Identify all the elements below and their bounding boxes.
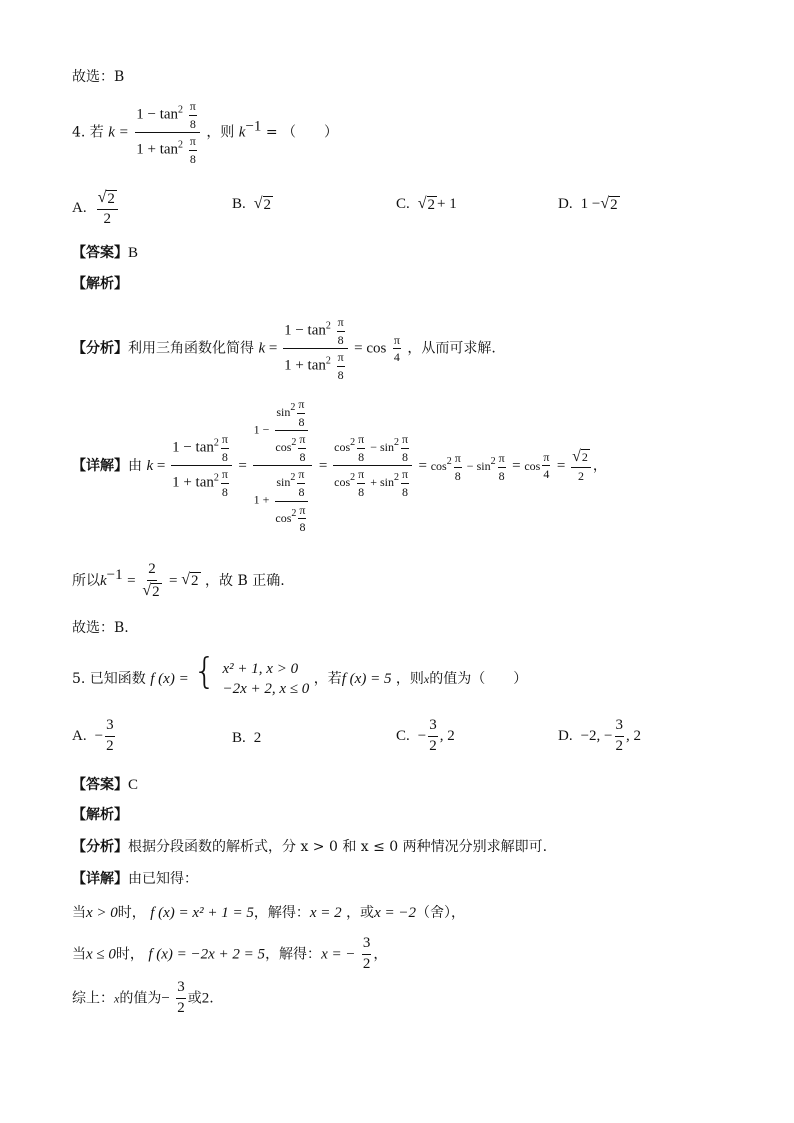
k-fraction: $1 - \tan^2$ $\frac{\pi}{8}$ $1 + \tan^2$ $\frac{\pi}{8}$ <box>135 100 200 165</box>
conclusion-4: 所以$k^{-1}$ = 2 √ 2 = √ 2 ，故 B 正确. <box>72 561 285 600</box>
detail-4: 【详解】由 k = $1 - \tan^2$ $\frac{\pi}{8}$ $1 + \tan^2$ $\frac{\pi}{8}$ = 1 − $\sin^2$ $\frac{\pi}{8}$ $\cos^2$ $\frac{\pi}{8}$ 1 + $\sin^2$ $\frac{\pi}{8}$ $\cos^2$ $\frac{\pi}{8}$ = $\cos^2$ $\frac{\pi}{8}$ − $\sin^2$ $\frac{\pi}{8}$ $\cos^2$ $\frac{\pi}{8}$ + $\sin^2$ $\frac{\pi}{8}$ = $\cos^2$ $\frac{\pi}{8}$ − $\sin^2$ $\frac{\pi}{8}$ = cos $\frac{\pi}{4}$ = √ 2 2 ， <box>72 397 607 535</box>
answer-4: 【答案】B <box>72 245 139 261</box>
question-4: 4. 若 k = $1 - \tan^2$ $\frac{\pi}{8}$ $1 + \tan^2$ $\frac{\pi}{8}$ ，则 $k^{-1}$ = （ ） <box>72 99 339 166</box>
question-5: 5. 已知函数 f (x) = { x² + 1, x > 0 −2x + 2, x ≤ 0 ，若f (x) = 5 ，则x的值为（ ） <box>72 651 528 697</box>
answer-5: 【答案】C <box>72 777 139 793</box>
choice-5b: B. 2 <box>232 730 262 746</box>
analysis-5: 【分析】根据分段函数的解析式，分 x > 0 和 x ≤ 0 两种情况分别求解即可. <box>72 839 548 855</box>
choice-5c: C. − $\frac{3}{2}$ , 2 <box>396 717 455 754</box>
choice-b: B. √ 2 <box>232 195 272 213</box>
choice-a: A. √ 2 2 <box>72 190 120 228</box>
choice-5a: A. − $\frac{3}{2}$ <box>72 717 114 754</box>
previous-answer-line: 故选：B <box>72 69 125 85</box>
analysis-label-5: 【解析】 <box>72 807 128 823</box>
detail-5: 【详解】由已知得： <box>72 871 198 887</box>
choice-d: D. 1 − √ 2 <box>558 195 618 213</box>
case-nonpositive: 当x ≤ 0时， f (x) = −2x + 2 = 5，解得：x = − $\frac{3}{2}$ ， <box>72 935 388 972</box>
summary-5: 综上：x的值为− $\frac{3}{2}$ 或2. <box>72 979 214 1016</box>
analysis-4: 【分析】利用三角函数化简得 k = $1 - \tan^2$ $\frac{\pi}{8}$ $1 + \tan^2$ $\frac{\pi}{8}$ = cos $\frac{\pi}{4}$ ，从而可求解. <box>72 315 496 382</box>
choice-c: C. √ 2 + 1 <box>396 195 457 213</box>
select-b-line: 故选：B. <box>72 620 129 636</box>
case-positive: 当x > 0时， f (x) = x² + 1 = 5，解得：x = 2 ，或x = −2（舍）， <box>72 905 465 921</box>
choice-5d: D. −2, − $\frac{3}{2}$ , 2 <box>558 717 642 754</box>
analysis-label-4: 【解析】 <box>72 276 128 292</box>
